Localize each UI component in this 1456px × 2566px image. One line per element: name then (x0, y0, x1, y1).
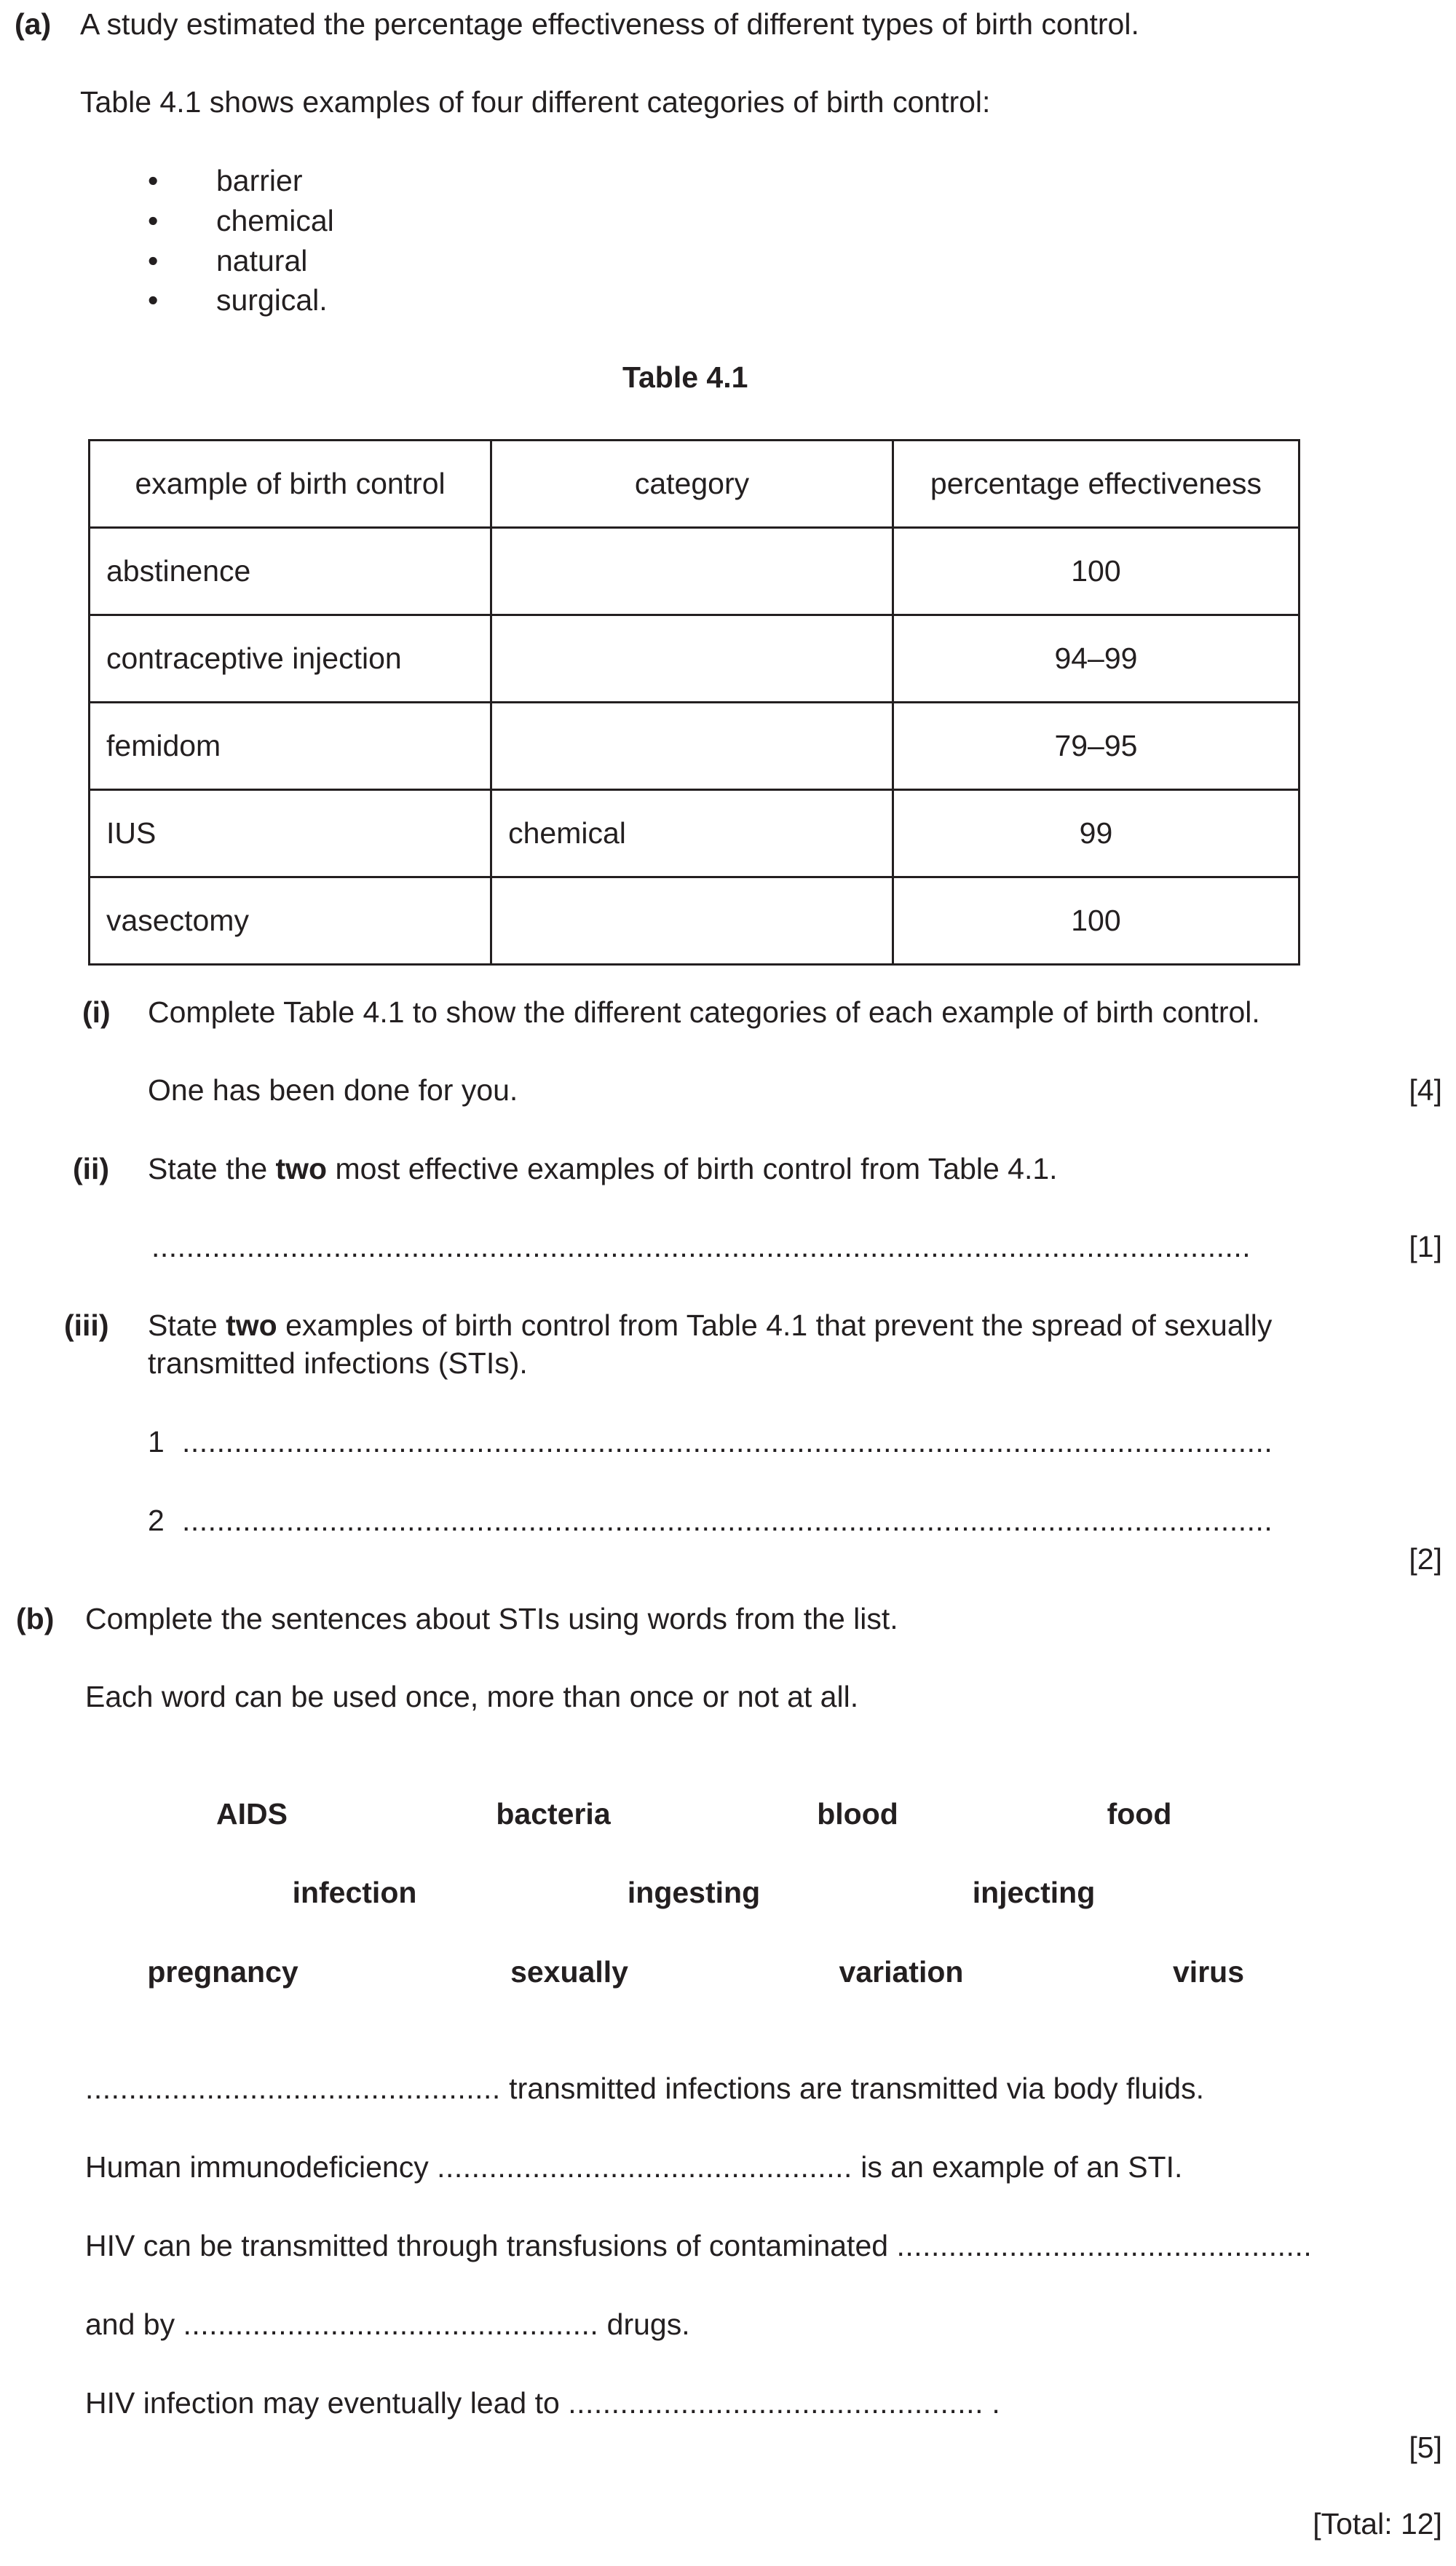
table-row (90, 615, 1299, 703)
category-cell[interactable] (491, 615, 893, 703)
category-cell[interactable] (491, 877, 893, 965)
part-b-intro: Complete the sentences about STIs using words from the list. (85, 1602, 898, 1635)
answer-2-number: 2 (148, 1504, 165, 1537)
table-header-row (90, 441, 1299, 528)
effectiveness-cell: 99 (893, 790, 1299, 877)
table-header: percentage effectiveness (893, 441, 1299, 528)
example-cell: femidom (90, 703, 491, 790)
table-intro: Table 4.1 shows examples of four different categories of birth control: (80, 85, 991, 119)
word-option: blood (817, 1797, 898, 1831)
blank-2[interactable]: ................................................ (437, 2150, 852, 2184)
bullet: • (148, 204, 159, 237)
word-option: bacteria (496, 1797, 611, 1831)
question-iii-text-line2: transmitted infections (STIs). (148, 1346, 528, 1380)
example-cell: contraceptive injection (90, 615, 491, 703)
question-iii-label: (iii) (64, 1308, 109, 1342)
table-header: example of birth control (90, 441, 491, 528)
example-cell: IUS (90, 790, 491, 877)
question-iii-text-line1: State two examples of birth control from Table 4.1 that prevent the spread of sexually (148, 1308, 1273, 1342)
sentence-5: HIV infection may eventually lead to ................................................ . (85, 2386, 1000, 2420)
word-option: food (1107, 1797, 1172, 1831)
word-option: ingesting (627, 1876, 761, 1909)
part-b-instruction: Each word can be used once, more than once or not at all. (85, 1680, 859, 1713)
blank-4[interactable]: ................................................ (183, 2308, 599, 2341)
question-ii-text: State the two most effective examples of birth control from Table 4.1. (148, 1152, 1058, 1185)
table-header: category (491, 441, 893, 528)
category-item: barrier (216, 164, 303, 197)
effectiveness-cell: 94–99 (893, 615, 1299, 703)
bullet: • (148, 244, 159, 277)
table-row (90, 877, 1299, 965)
category-item: natural (216, 244, 308, 277)
effectiveness-cell: 100 (893, 528, 1299, 615)
effectiveness-cell: 79–95 (893, 703, 1299, 790)
total-marks: [Total: 12] (1313, 2507, 1442, 2541)
bullet: • (148, 283, 159, 317)
category-cell[interactable] (491, 528, 893, 615)
blank-5[interactable]: ................................................ (568, 2386, 984, 2420)
table-row (90, 703, 1299, 790)
sentence-2: Human immunodeficiency ................................................ is an example of an STI. (85, 2150, 1183, 2184)
blank-3[interactable]: ................................................ (896, 2229, 1313, 2262)
category-item: chemical (216, 204, 334, 237)
example-cell: vasectomy (90, 877, 491, 965)
answer-1-number: 1 (148, 1425, 165, 1458)
sentence-3: HIV can be transmitted through transfusions of contaminated ................................................ (85, 2229, 1313, 2262)
answer-1-line[interactable]: .............................................................................................................................. (182, 1427, 1273, 1457)
part-a-intro: A study estimated the percentage effectiveness of different types of birth control. (80, 7, 1139, 41)
part-b-label: (b) (16, 1602, 55, 1635)
question-i-marks: [4] (1409, 1073, 1442, 1107)
sentence-4: and by ................................................ drugs. (85, 2308, 690, 2341)
question-ii-label: (ii) (73, 1152, 110, 1185)
table-title: Table 4.1 (622, 360, 748, 394)
question-iii-marks: [2] (1409, 1542, 1442, 1576)
word-option: variation (839, 1955, 964, 1989)
table-row (90, 790, 1299, 877)
word-option: virus (1173, 1955, 1244, 1989)
category-item: surgical. (216, 283, 328, 317)
example-cell: abstinence (90, 528, 491, 615)
category-cell[interactable] (491, 703, 893, 790)
word-option: sexually (510, 1955, 628, 1989)
sentence-1: ................................................ transmitted infections are transmitted via body fluids. (85, 2072, 1205, 2105)
answer-2-line[interactable]: .............................................................................................................................. (182, 1506, 1273, 1536)
part-a-label: (a) (15, 7, 52, 41)
table-row (90, 528, 1299, 615)
word-option: injecting (972, 1876, 1096, 1909)
question-ii-marks: [1] (1409, 1230, 1442, 1263)
category-cell: chemical (491, 790, 893, 877)
bullet: • (148, 164, 159, 197)
word-option: AIDS (216, 1797, 288, 1831)
question-i-label: (i) (82, 995, 111, 1029)
effectiveness-cell: 100 (893, 877, 1299, 965)
word-option: pregnancy (147, 1955, 298, 1989)
question-i-text: Complete Table 4.1 to show the different categories of each example of birth control. (148, 995, 1260, 1029)
word-option: infection (292, 1876, 417, 1909)
question-i-note: One has been done for you. (148, 1073, 518, 1107)
blank-1[interactable]: ................................................ (85, 2072, 501, 2105)
question-ii-answer-line[interactable]: ............................................................................................................................... (151, 1232, 1251, 1262)
birth-control-table (88, 439, 1300, 966)
part-b-marks: [5] (1409, 2431, 1442, 2464)
